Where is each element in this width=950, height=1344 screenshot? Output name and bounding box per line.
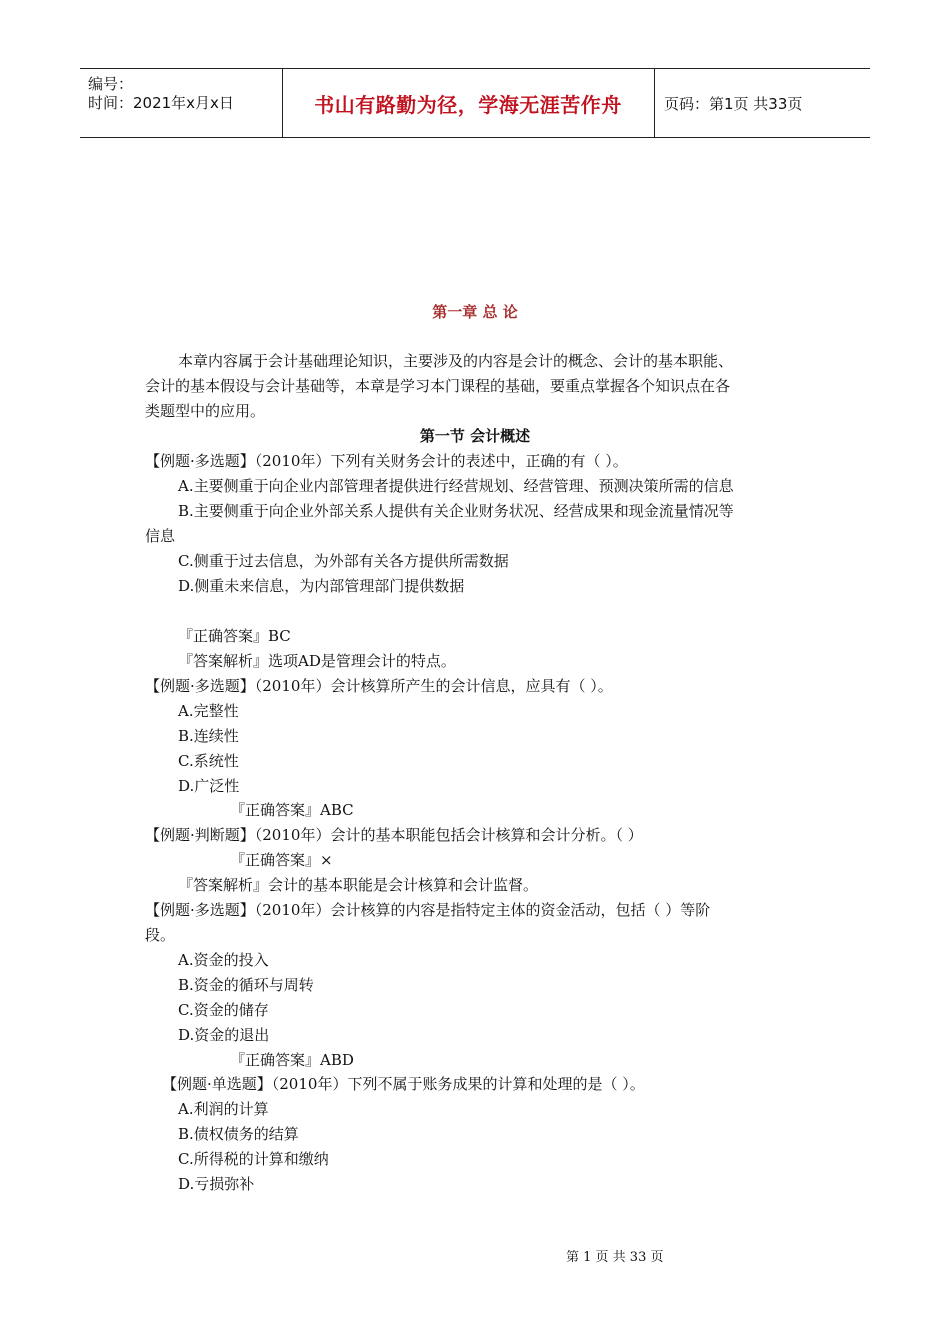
intro-line: 会计的基本假设与会计基础等，本章是学习本门课程的基础，要重点掌握各个知识点在各 bbox=[145, 377, 731, 395]
intro-line: 本章内容属于会计基础理论知识，主要涉及的内容是会计的概念、会计的基本职能、 bbox=[178, 352, 734, 370]
explanation-line: 『答案解析』选项AD是管理会计的特点。 bbox=[178, 652, 456, 670]
intro-line: 类题型中的应用。 bbox=[145, 402, 266, 420]
answer-line: 『正确答案』× bbox=[230, 851, 333, 869]
option-line: A.利润的计算 bbox=[178, 1100, 269, 1118]
header-page-cell bbox=[654, 69, 870, 137]
option-line: C.系统性 bbox=[178, 752, 239, 770]
document-date-label: 时间：2021年x月x日 bbox=[88, 94, 234, 112]
footer-page-number: 第 1 页 共 33 页 bbox=[566, 1250, 664, 1265]
header-left-cell bbox=[80, 69, 283, 137]
answer-line: 『正确答案』BC bbox=[178, 627, 291, 645]
answer-line: 『正确答案』ABC bbox=[230, 801, 354, 819]
option-line: A.资金的投入 bbox=[178, 951, 269, 969]
question-line: 段。 bbox=[145, 926, 176, 944]
question-line: 【例题·多选题】（2010年）会计核算所产生的会计信息，应具有（ ）。 bbox=[145, 677, 613, 695]
chapter-title: 第一章 总 论 bbox=[432, 303, 518, 321]
motto-text: 书山有路勤为径，学海无涯苦作舟 bbox=[314, 92, 622, 117]
option-line: D.亏损弥补 bbox=[178, 1175, 255, 1193]
question-line: 【例题·单选题】（2010年）下列不属于账务成果的计算和处理的是（ ）。 bbox=[162, 1075, 645, 1093]
question-line: 【例题·多选题】（2010年）会计核算的内容是指特定主体的资金活动，包括（ ）等阶 bbox=[145, 901, 711, 919]
option-line: C.所得税的计算和缴纳 bbox=[178, 1150, 329, 1168]
explanation-line: 『答案解析』会计的基本职能是会计核算和会计监督。 bbox=[178, 876, 539, 894]
header-motto-cell bbox=[282, 69, 655, 137]
option-line: A.完整性 bbox=[178, 702, 239, 720]
option-line: D.侧重未来信息，为内部管理部门提供数据 bbox=[178, 577, 465, 595]
answer-line: 『正确答案』ABD bbox=[230, 1051, 354, 1069]
question-line: 【例题·判断题】（2010年）会计的基本职能包括会计核算和会计分析。（ ） bbox=[145, 826, 643, 844]
option-line: B.主要侧重于向企业外部关系人提供有关企业财务状况、经营成果和现金流量情况等 bbox=[178, 502, 734, 520]
page-header bbox=[80, 68, 870, 138]
option-line: C.侧重于过去信息，为外部有关各方提供所需数据 bbox=[178, 552, 509, 570]
document-number-label: 编号： bbox=[88, 75, 134, 93]
option-line: B.连续性 bbox=[178, 727, 239, 745]
option-line: A.主要侧重于向企业内部管理者提供进行经营规划、经营管理、预测决策所需的信息 bbox=[178, 477, 734, 495]
option-line: 信息 bbox=[145, 527, 176, 545]
question-line: 【例题·多选题】（2010年）下列有关财务会计的表述中，正确的有（ ）。 bbox=[145, 452, 628, 470]
option-line: B.债权债务的结算 bbox=[178, 1125, 299, 1143]
option-line: D.资金的退出 bbox=[178, 1026, 270, 1044]
option-line: B.资金的循环与周转 bbox=[178, 976, 314, 994]
section-title: 第一节 会计概述 bbox=[419, 427, 531, 445]
option-line: C.资金的储存 bbox=[178, 1001, 269, 1019]
option-line: D.广泛性 bbox=[178, 777, 240, 795]
page-info: 页码：第1页 共33页 bbox=[664, 94, 803, 113]
